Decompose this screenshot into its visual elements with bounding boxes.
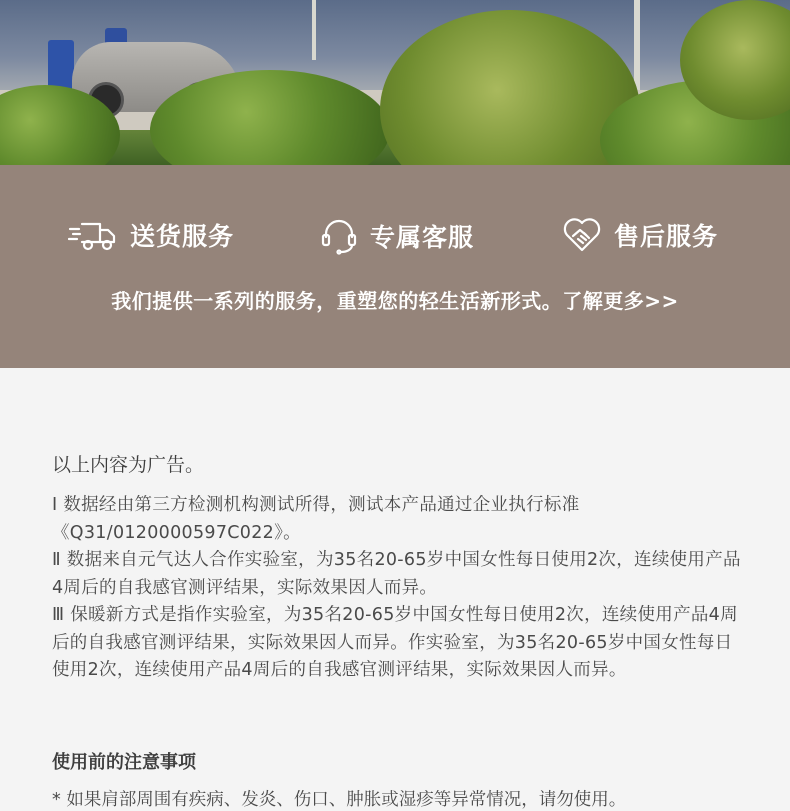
service-after-sales[interactable] [562,217,718,253]
disclaimer-paragraph: Ⅰ 数据经由第三方检测机构测试所得，测试本产品通过企业执行标准《Q31/0120000597C022》。 [52,495,580,543]
service-label: 送货服务 [130,222,235,251]
disclaimer-paragraphs [52,492,742,685]
service-customer-support[interactable] [320,217,474,255]
service-label: 售后服务 [614,222,719,251]
heart-handshake-icon [562,217,602,253]
ad-notice: 以上内容为广告。 [52,454,205,476]
disclaimer-paragraph: Ⅲ 保暖新方式是指作实验室，为35名20-65岁中国女性每日使用2次，连续使用产品4周后的自我感官测评结果，实际效果因人而异。作实验室，为35名20-65岁中国女性每日使用2次，连续使用产品4周后的自我感官测评结果，实际效果因人而异。 [52,605,738,680]
lamp-pole-small [312,0,316,60]
hero-photo [0,0,790,165]
service-label: 专属客服 [370,223,475,252]
disclaimer-paragraph: Ⅱ 数据来自元气达人合作实验室，为35名20-65岁中国女性每日使用2次，连续使用产品4周后的自我感官测评结果，实际效果因人而异。 [52,550,741,598]
services-tagline-link[interactable]: 我们提供一系列的服务，重塑您的轻生活新形式。了解更多>> [111,289,679,313]
delivery-truck-icon [68,218,118,252]
precaution-item: * 如果肩部周围有疾病、发炎、伤口、肿胀或湿疹等异常情况，请勿使用。 [52,790,627,810]
service-delivery[interactable] [68,217,234,253]
headset-icon [320,217,358,255]
services-band [0,165,790,368]
precautions-heading: 使用前的注意事项 [52,752,196,773]
